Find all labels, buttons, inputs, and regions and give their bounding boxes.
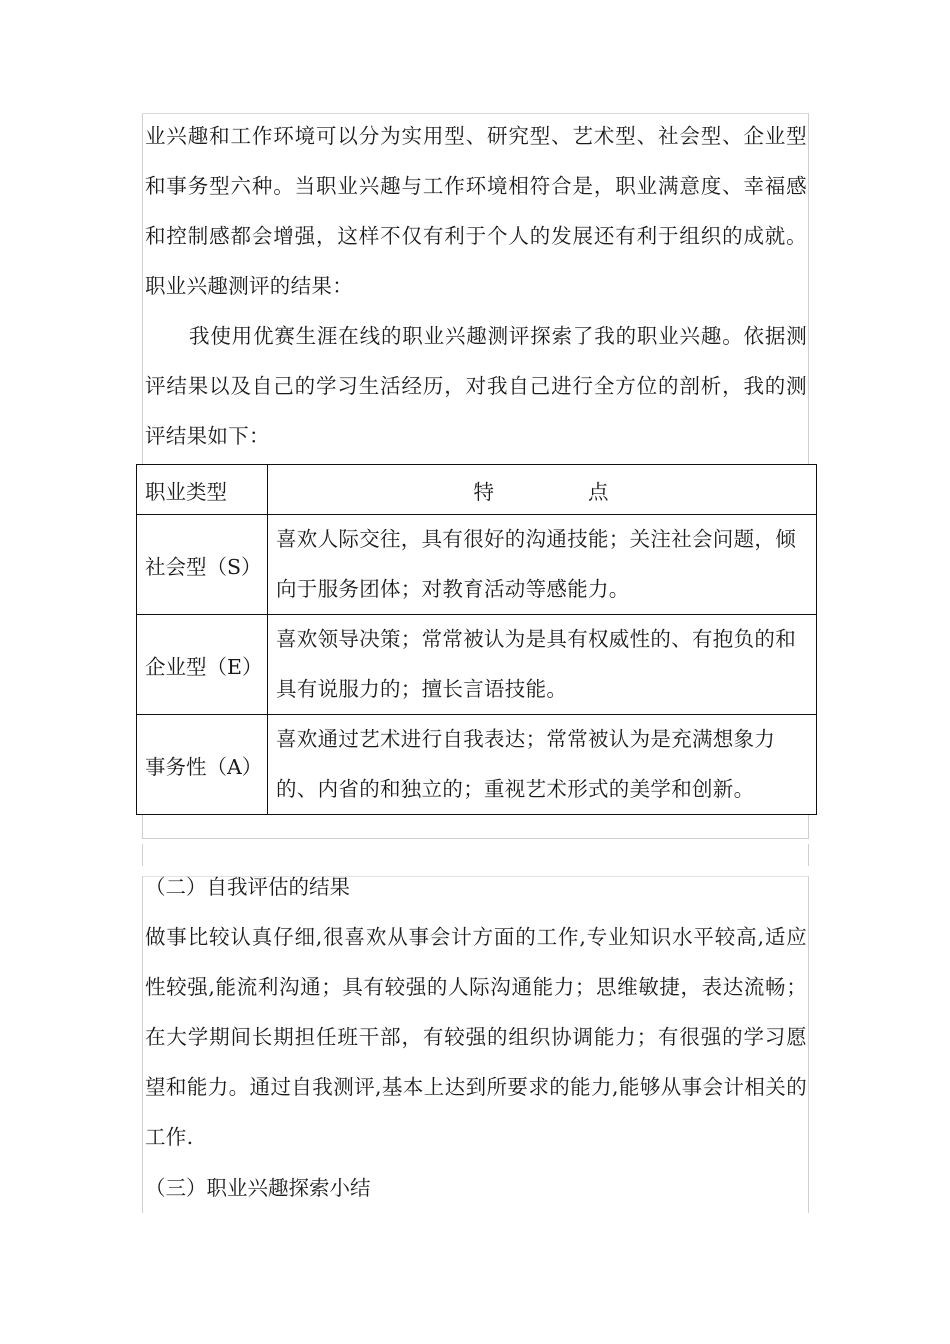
- header-career-type: 职业类型: [137, 465, 268, 515]
- assessment-result-table: [136, 464, 817, 815]
- row-feature-affairs: [268, 715, 817, 815]
- row-type-social: 社会型（S）: [137, 515, 268, 615]
- header-feature-char-2: 点: [588, 479, 611, 504]
- page-frame-middle-2: [142, 844, 809, 866]
- heading-self-assessment: （二）自我评估的结果: [145, 875, 350, 899]
- row-type-affairs: 事务性（A）: [137, 715, 268, 815]
- paragraph-self-assessment: 做事比较认真仔细,很喜欢从事会计方面的工作,专业知识水平较高,适应性较强,能流利沟通；具有较强的人际沟通能力；思维敏捷，表达流畅；在大学期间长期担任班干部，有较强的组织协调能力；有很强的学习愿望和能力。通过自我测评,基本上达到所要求的能力,能够从事会计相关的工作.: [145, 925, 807, 1149]
- header-feature-char-1: 特: [473, 479, 496, 504]
- row-feature-enterprising: [268, 615, 817, 715]
- row-type-enterprising: 企业型（E）: [137, 615, 268, 715]
- table-header-row: [137, 465, 817, 515]
- paragraph-interest-types: 业兴趣和工作环境可以分为实用型、研究型、艺术型、社会型、企业型和事务型六种。当职业兴趣与工作环境相符合是，职业满意度、幸福感和控制感都会增强，这样不仅有利于个人的发展还有利于组织的成就。职业兴趣测评的结果：: [145, 124, 807, 298]
- header-features: [268, 465, 817, 515]
- row-feature-social-text: 喜欢人际交往，具有很好的沟通技能；关注社会问题，倾向于服务团体；对教育活动等感能力。: [276, 526, 796, 601]
- paragraph-assessment-intro: 我使用优赛生涯在线的职业兴趣测评探索了我的职业兴趣。依据测评结果以及自己的学习生活经历，对我自己进行全方位的剖析，我的测评结果如下：: [145, 324, 807, 448]
- table-row: [137, 715, 817, 815]
- row-feature-social: [268, 515, 817, 615]
- table-row: [137, 515, 817, 615]
- row-feature-affairs-text: 喜欢通过艺术进行自我表达；常常被认为是充满想象力的、内省的和独立的；重视艺术形式的美学和创新。: [276, 726, 776, 801]
- page-frame-middle: [142, 815, 809, 839]
- row-feature-enterprising-text: 喜欢领导决策；常常被认为是具有权威性的、有抱负的和具有说服力的；擅长言语技能。: [276, 626, 796, 701]
- heading-interest-summary: （三）职业兴趣探索小结: [145, 1176, 371, 1200]
- table-row: [137, 615, 817, 715]
